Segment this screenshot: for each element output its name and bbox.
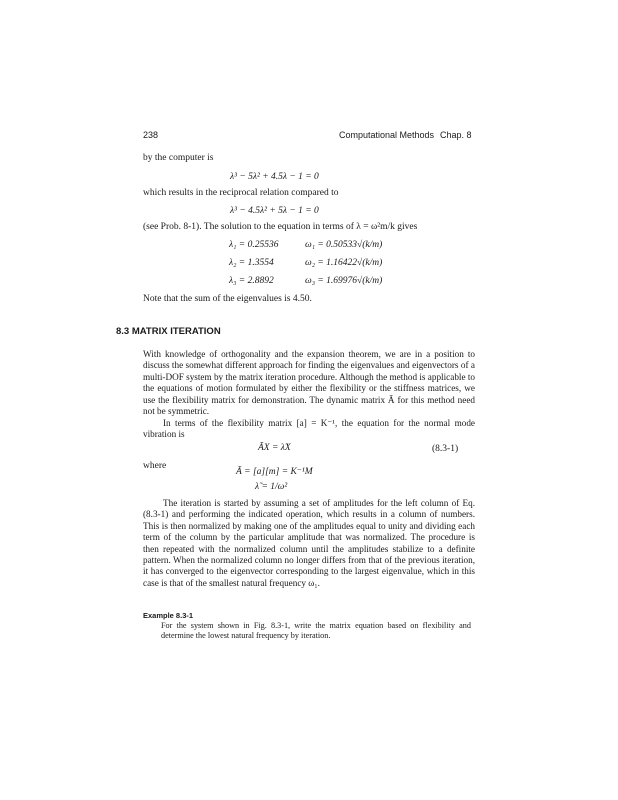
example-label: Example 8.3-1 xyxy=(143,611,194,620)
omega-2: ω₂ = 1.16422√(k/m) xyxy=(305,258,383,268)
section-heading: 8.3 MATRIX ITERATION xyxy=(116,326,221,337)
intro-line-3: (see Prob. 8-1). The solution to the equation in terms of λ = ω²m/k gives xyxy=(143,222,418,232)
equation-main: ÃX = λ̃X xyxy=(258,443,291,453)
intro-line-2: which results in the reciprocal relation compared to xyxy=(143,188,339,198)
paragraph-1: With knowledge of orthogonality and the expansion theorem, we are in a position to discuss the somewhat different approach for finding the eigenvalues and eigenvectors of a multi-DOF system by the matrix iteration procedure. Although the method is applicable to the equations of motion formulated by either the flexibility or the stiffness matrices, we use the flexibility matrix for demonstration. The dynamic matrix Ã for this method need not be symmetric. xyxy=(143,349,475,417)
page-number: 238 xyxy=(143,130,159,140)
omega-3: ω₃ = 1.69976√(k/m) xyxy=(305,276,383,286)
equation-label: (8.3-1) xyxy=(432,444,459,454)
equation-lambda-tilde: λ̃ = 1/ω² xyxy=(255,482,288,492)
omega-1: ω₁ = 0.50533√(k/m) xyxy=(305,240,383,250)
equation-cubic-2: λ³ − 4.5λ² + 5λ − 1 = 0 xyxy=(230,206,319,216)
intro-line-1: by the computer is xyxy=(143,153,214,163)
chapter-label: Chap. 8 xyxy=(440,130,472,140)
running-title: Computational Methods xyxy=(339,130,435,140)
eigenvalue-sum-note: Note that the sum of the eigenvalues is 4.50. xyxy=(143,294,312,304)
example-text: For the system shown in Fig. 8.3-1, write the matrix equation based on flexibility and determine the lowest natural frequency by iteration. xyxy=(161,621,471,641)
equation-dynamic-matrix: Ã = [a][m] = K⁻¹M xyxy=(236,467,313,477)
equation-cubic-1: λ³ − 5λ² + 4.5λ − 1 = 0 xyxy=(230,172,319,182)
where-label: where xyxy=(143,461,167,471)
lambda-2: λ₂ = 1.3554 xyxy=(229,258,274,268)
lambda-1: λ₁ = 0.25536 xyxy=(229,240,279,250)
paragraph-2: In terms of the flexibility matrix [a] = K⁻¹, the equation for the normal mode vibration is xyxy=(143,418,475,440)
paragraph-3: The iteration is started by assuming a set of amplitudes for the left column of Eq. (8.3-1) and performing the indicated operation, which results in a column of numbers. This is then normalized by making one of the amplitudes equal to unity and dividing each term of the column by the particular amplitude that was normalized. The procedure is then repeated with the normalized column until the amplitudes stabilize to a definite pattern. When the normalized column no longer differs from that of the previous iteration, it has converged to the eigenvector corresponding to the largest eigenvalue, which in this case is that of the smallest natural frequency ω₁. xyxy=(143,498,475,588)
lambda-3: λ₃ = 2.8892 xyxy=(229,276,274,286)
